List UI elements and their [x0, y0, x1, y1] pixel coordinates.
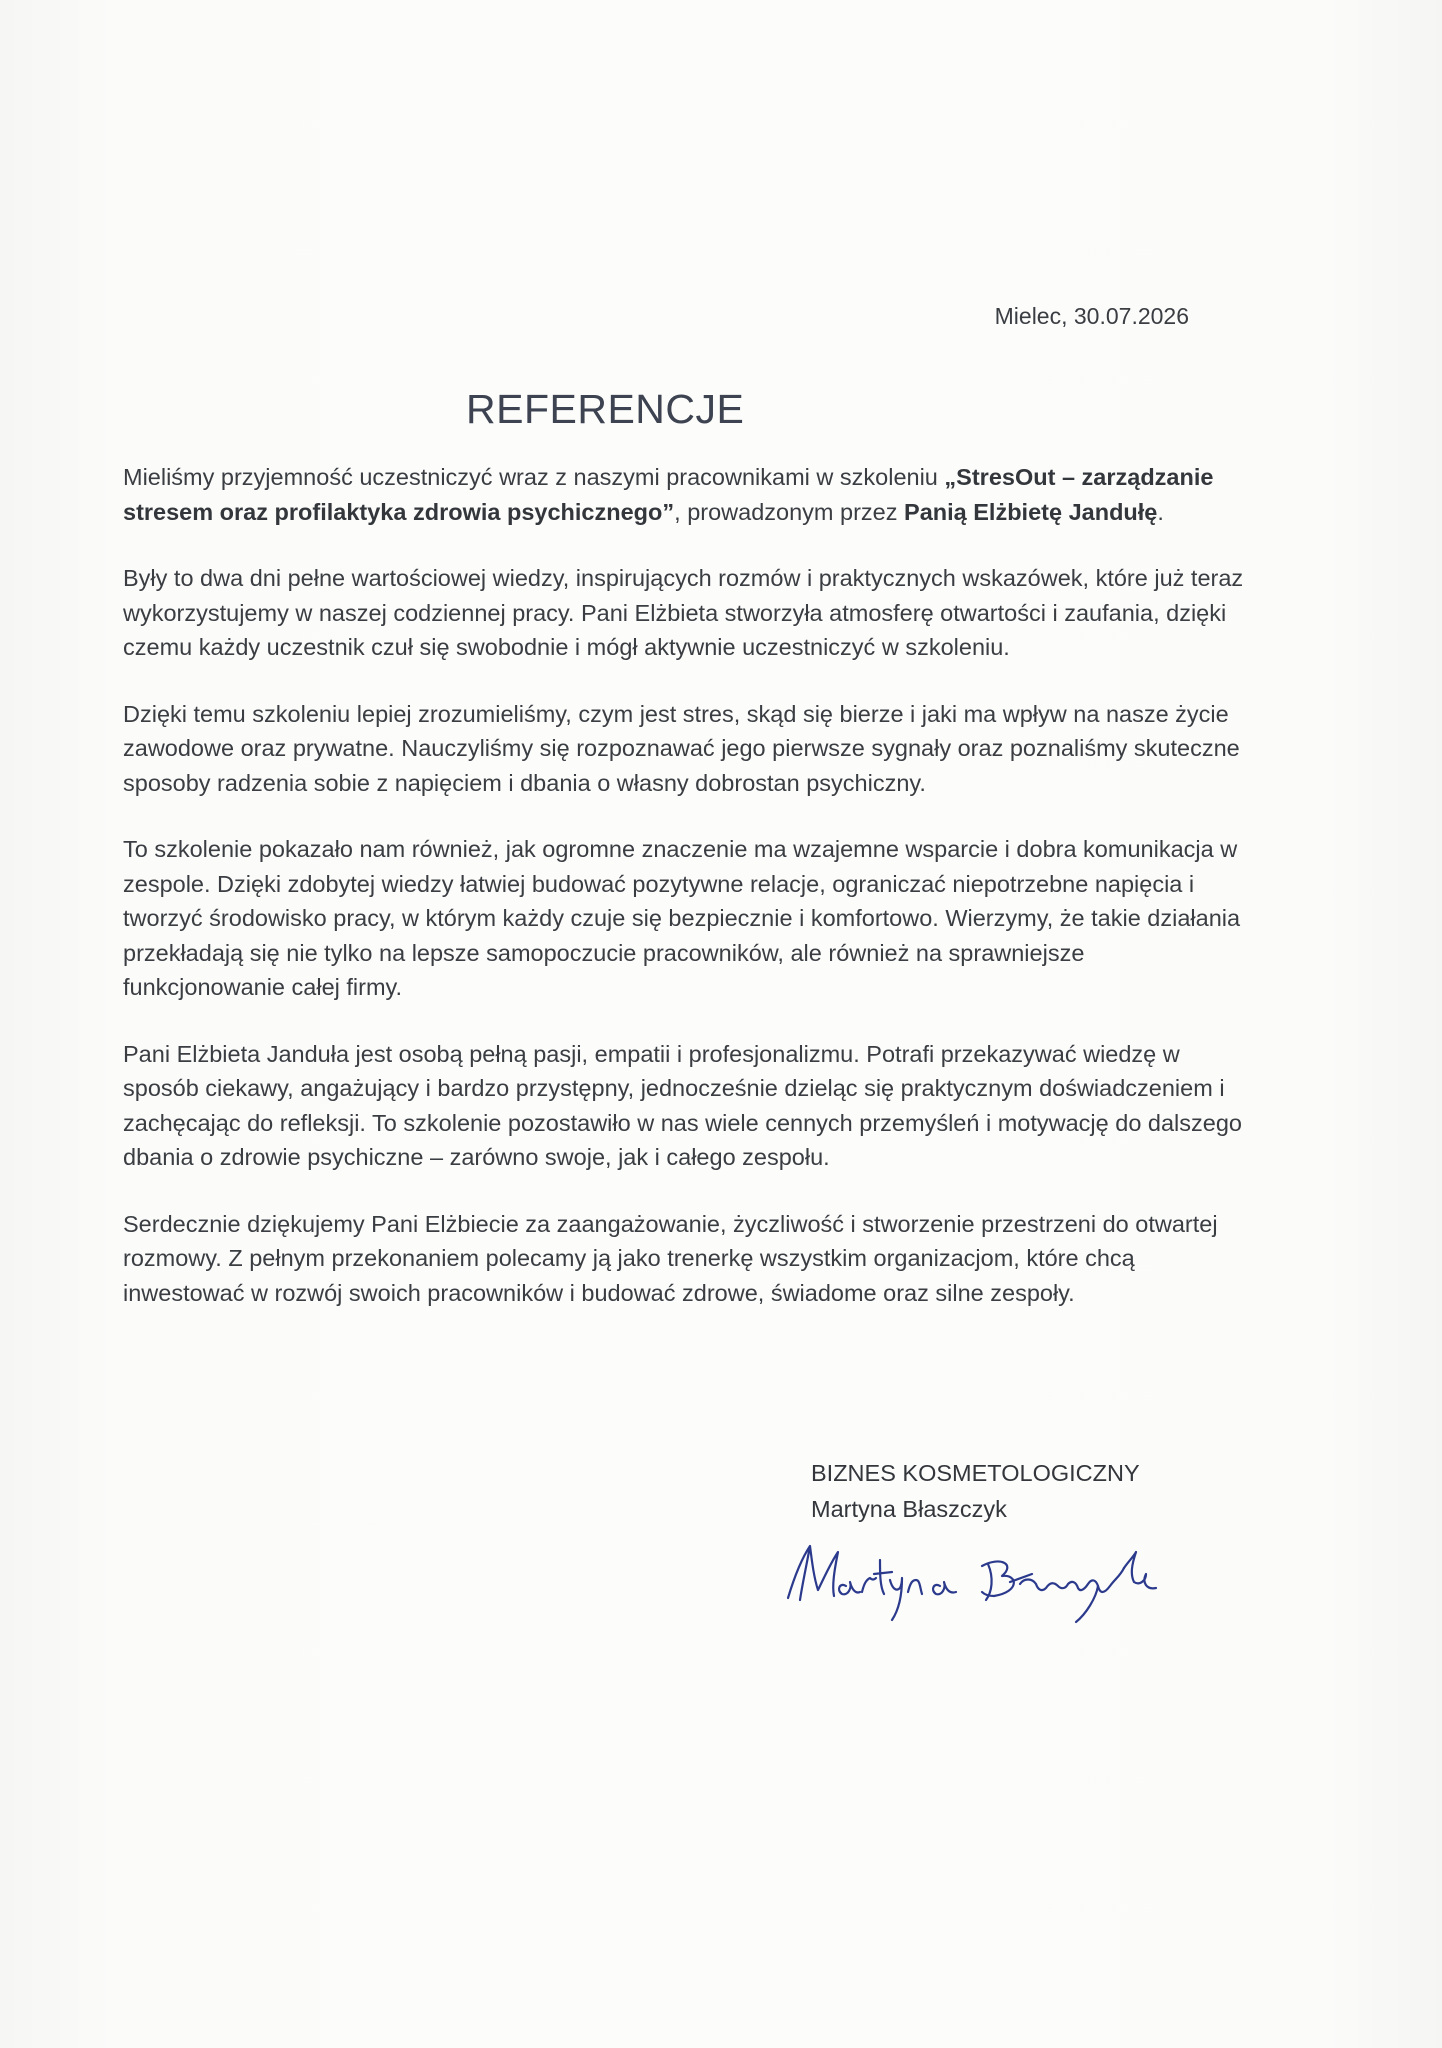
intro-text: Mieliśmy przyjemność uczestniczyć wraz z naszymi pracownikami w szkoleniu: [123, 464, 945, 490]
paragraph-intro: [123, 460, 1248, 529]
company-name: BIZNES KOSMETOLOGICZNY: [811, 1460, 1140, 1486]
paragraph-2: Były to dwa dni pełne wartościowej wiedzy, inspirujących rozmów i praktycznych wskazówek, które już teraz wykorzystujemy w naszej codziennej pracy. Pani Elżbieta stworzyła atmosferę otwartości i zaufania, dzięki czemu każdy uczestnik czuł się swobodnie i mógł aktywnie uczestniczyć w szkoleniu.: [123, 565, 1244, 660]
paragraph-6: Serdecznie dziękujemy Pani Elżbiecie za zaangażowanie, życzliwość i stworzenie przestrzeni do otwartej rozmowy. Z pełnym przekonaniem polecamy ją jako trenerkę wszystkim organizacjom, które chcą inwestować w rozwój swoich pracowników i budować zdrowe, świadome oraz silne zespoły.: [123, 1210, 1218, 1306]
document-title: REFERENCJE: [466, 386, 745, 432]
training-title: „StresOut – zarządzanie stresem oraz profilaktyka zdrowia psychicznego”: [123, 464, 1214, 525]
signatory-name: Martyna Błaszczyk: [811, 1496, 1007, 1522]
letter-body: [123, 460, 1248, 1342]
trainer-name: Panią Elżbietę Jandułę: [904, 498, 1158, 525]
intro-text-cont: , prowadzonym przez: [674, 498, 905, 525]
letter-date: Mielec, 30.07.2026: [994, 303, 1189, 329]
paragraph-5: Pani Elżbieta Janduła jest osobą pełną pasji, empatii i profesjonalizmu. Potrafi przekazywać wiedzę w sposób ciekawy, angażujący i bardzo przystępny, jednocześnie dzieląc się praktycznym doświadczeniem i zachęcając do refleksji. To szkolenie pozostawiło w nas wiele cennych przemyśleń i motywację do dalszego dbania o zdrowie psychiczne – zarówno swoje, jak i całego zespołu.: [123, 1040, 1242, 1170]
paragraph-3: Dzięki temu szkoleniu lepiej zrozumieliśmy, czym jest stres, skąd się bierze i jaki ma wpływ na nasze życie zawodowe oraz prywatne. Nauczyliśmy się rozpoznawać jego pierwsze sygnały oraz poznaliśmy skuteczne sposoby radzenia sobie z napięciem i dbania o własny dobrostan psychiczny.: [123, 700, 1240, 796]
handwritten-signature: [780, 1538, 1200, 1628]
paragraph-4: To szkolenie pokazało nam również, jak ogromne znaczenie ma wzajemne wsparcie i dobra komunikacja w zespole. Dzięki zdobytej wiedzy łatwiej budować pozytywne relacje, ograniczać niepotrzebne napięcia i tworzyć środowisko pracy, w którym każdy czuje się bezpiecznie i komfortowo. Wierzymy, że takie działania przekładają się nie tylko na lepsze samopoczucie pracowników, ale również na sprawniejsze funkcjonowanie całej firmy.: [123, 836, 1241, 1000]
signature-block: [811, 1455, 1140, 1527]
intro-text-end: .: [1157, 498, 1164, 525]
